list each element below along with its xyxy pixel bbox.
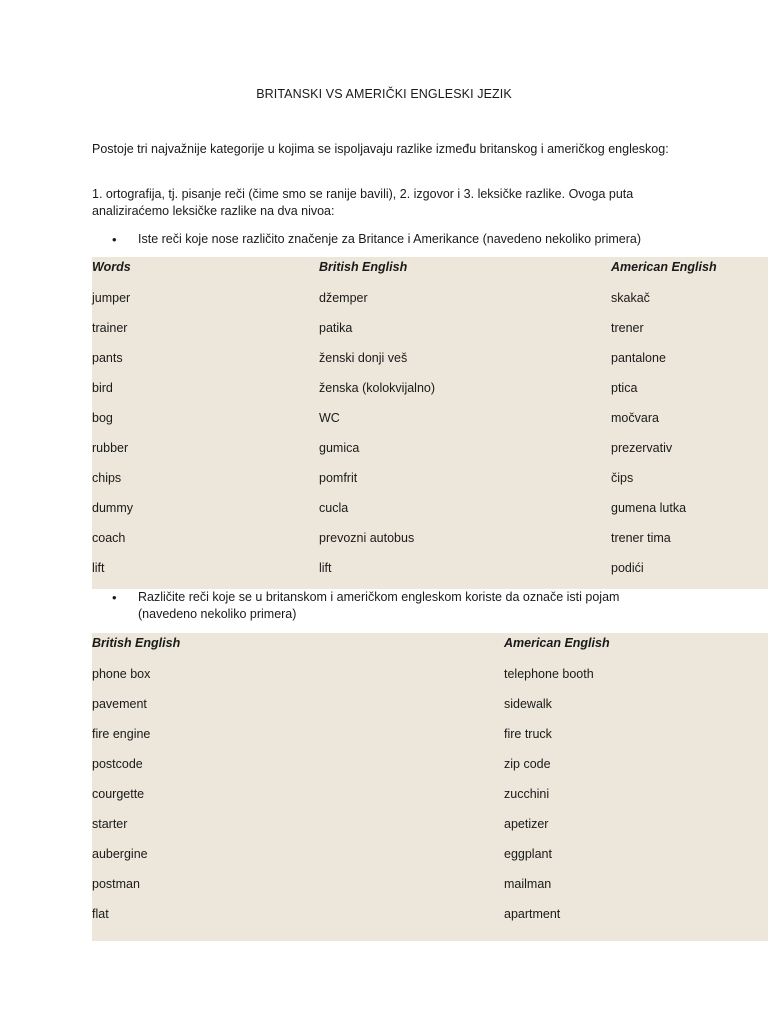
table-row <box>92 813 768 843</box>
bullet-item-2 <box>112 589 672 623</box>
table-cell: sidewalk <box>504 697 552 711</box>
table-row <box>92 723 768 753</box>
table-cell: starter <box>92 817 128 831</box>
table-row <box>92 407 768 437</box>
table-cell: dummy <box>92 501 133 515</box>
table-cell: telephone booth <box>504 667 594 681</box>
table-row <box>92 377 768 407</box>
table-cell: fire truck <box>504 727 552 741</box>
table-cell: bog <box>92 411 113 425</box>
table-cell: pavement <box>92 697 147 711</box>
document-title: BRITANSKI VS AMERIČKI ENGLESKI JEZIK <box>256 87 512 101</box>
table-cell: pants <box>92 351 123 365</box>
table-header-row <box>92 633 768 663</box>
table-cell: courgette <box>92 787 145 801</box>
table-cell: zucchini <box>504 787 550 801</box>
table-cell: čips <box>611 471 634 485</box>
table-cell: cucla <box>319 501 349 515</box>
table-header-row <box>92 257 768 287</box>
same-words-table <box>92 257 768 589</box>
table-cell: postman <box>92 877 140 891</box>
bullet-text: Iste reči koje nose različito značenje za Britance i Amerikance (navedeno nekoliko primera) <box>138 232 642 246</box>
table-header-cell: American English <box>611 260 717 274</box>
table-row <box>92 783 768 813</box>
table-cell: patika <box>319 321 353 335</box>
table-cell: prezervativ <box>611 441 673 455</box>
table-cell: eggplant <box>504 847 552 861</box>
table-cell: trener tima <box>611 531 671 545</box>
table-cell: ženski donji veš <box>319 351 408 365</box>
table-cell: džemper <box>319 291 368 305</box>
table-cell: močvara <box>611 411 659 425</box>
table-cell: coach <box>92 531 126 545</box>
table-header-cell: British English <box>92 636 181 650</box>
table-header-cell: British English <box>319 260 408 274</box>
table-cell: prevozni autobus <box>319 531 415 545</box>
intro-paragraph: Postoje tri najvažnije kategorije u kojima se ispoljavaju razlike između britanskog i američkog engleskog: <box>92 142 669 156</box>
table-cell: gumena lutka <box>611 501 687 515</box>
table-row <box>92 497 768 527</box>
table-cell: postcode <box>92 757 143 771</box>
table-cell: bird <box>92 381 113 395</box>
table-header-cell: Words <box>92 260 131 274</box>
table-header-cell: American English <box>504 636 610 650</box>
table-cell: chips <box>92 471 122 485</box>
table-cell: gumica <box>319 441 360 455</box>
table-row <box>92 843 768 873</box>
table-cell: WC <box>319 411 340 425</box>
table-cell: trener <box>611 321 644 335</box>
table-cell: lift <box>319 561 332 575</box>
table-cell: skakač <box>611 291 650 305</box>
table-cell: jumper <box>92 291 131 305</box>
table-cell: trainer <box>92 321 128 335</box>
different-words-table <box>92 633 768 941</box>
table-cell: aubergine <box>92 847 148 861</box>
table-cell: apartment <box>504 907 561 921</box>
table-row <box>92 437 768 467</box>
table-row <box>92 287 768 317</box>
bullet-icon: • <box>112 232 117 247</box>
table-cell: zip code <box>504 757 551 771</box>
table-row <box>92 663 768 693</box>
table-cell: ženska (kolokvijalno) <box>319 381 436 395</box>
bullet-text: Različite reči koje se u britanskom i američkom engleskom koriste da označe isti pojam (navedeno nekoliko primera) <box>138 590 620 621</box>
table-cell: rubber <box>92 441 129 455</box>
table-row <box>92 557 768 587</box>
table-cell: fire engine <box>92 727 151 741</box>
table-row <box>92 873 768 903</box>
table-cell: pomfrit <box>319 471 358 485</box>
categories-paragraph: 1. ortografija, tj. pisanje reči (čime smo se ranije bavili), 2. izgovor i 3. leksičke razlike. Ovoga puta analiziraćemo leksičke razlike na dva nivoa: <box>92 187 634 218</box>
table-row <box>92 903 768 933</box>
table-cell: phone box <box>92 667 151 681</box>
bullet-icon: • <box>112 590 117 605</box>
table-cell: podići <box>611 561 644 575</box>
table-row <box>92 317 768 347</box>
table-row <box>92 467 768 497</box>
table-row <box>92 693 768 723</box>
table-row <box>92 527 768 557</box>
bullet-item-1 <box>112 231 672 248</box>
table-cell: pantalone <box>611 351 666 365</box>
table-cell: lift <box>92 561 105 575</box>
table-cell: mailman <box>504 877 552 891</box>
table-cell: ptica <box>611 381 638 395</box>
table-row <box>92 347 768 377</box>
table-cell: flat <box>92 907 109 921</box>
table-row <box>92 753 768 783</box>
table-cell: apetizer <box>504 817 549 831</box>
